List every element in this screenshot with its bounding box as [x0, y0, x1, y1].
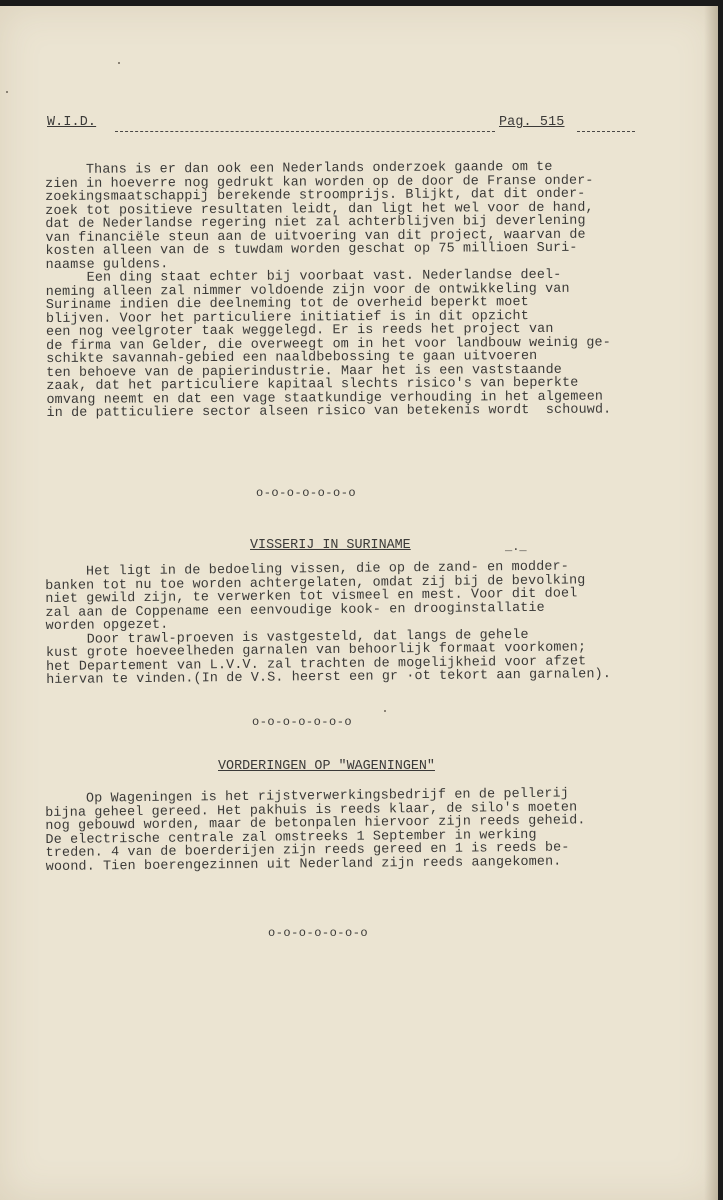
- header-dash-line-left: [115, 131, 495, 132]
- section-separator-2: o-o-o-o-o-o-o: [252, 715, 353, 729]
- header-dash-line-right: [577, 131, 635, 132]
- section-separator-3: o-o-o-o-o-o-o: [268, 926, 369, 940]
- paragraph-wageningen: Op Wageningen is het rijstverwerkingsbedrijf en de pellerij bijna geheel gereed. Het pakhuis is reeds klaar, de silo's moeten nog gebouwd worden, maar de betonpalen hiervoor zijn reeds geheid. De electrische centrale zal omstreeks 1 September in werking treden. 4 van de boerderijen zijn reeds gereed en 1 is reeds be- woond. Tien boerengezinnen uit Nederland zijn reeds aangekomen.: [44, 786, 586, 875]
- document-page: [0, 6, 718, 1200]
- heading-visserij: VISSERIJ IN SURINAME: [250, 538, 411, 553]
- heading-wageningen: VORDERINGEN OP "WAGENINGEN": [218, 759, 435, 774]
- header-left: W.I.D.: [47, 115, 97, 130]
- page-edge-shadow: [704, 6, 718, 1200]
- paper-speck: [384, 710, 386, 712]
- heading-mark: _._: [505, 540, 527, 554]
- paragraph-suriname-development: Thans is er dan ook een Nederlands onderzoek gaande om te zien in hoeverre nog gedrukt kan worden op de door de Franse onder- zoekingsmaatschappij berekende stroomprijs. Blijkt, dat dit onder- zoek tot positieve resultaten leidt, dan ligt het wel voor de hand, dat de Nederlandse regering niet zal achterblijven bij deverlening van financiële steun aan de uitvoering van dit project, waarvan de kosten alleen van de s tuwdam worden geschat op 75 millioen Suri- naamse guldens. Een ding staat echter bij voorbaat vast. Nederlandse deel- neming alleen zal nimmer voldoende zijn voor de ontwikkeling van Suriname indien die deelneming tot de overheid beperkt moet blijven. Voor het particuliere initiatief is in dit opzicht een nog veelgroter taak weggelegd. Er is reeds het project van de firma van Gelder, die overweegt om in het voor landbouw weinig ge- schikte savannah-gebied een naaldbebossing te gaan uitvoeren ten behoeve van de papierindustrie. Maar het is een vaststaande zaak, dat het particuliere kapitaal slechts risico's van beperkte omvang neemt en dat een vage staatkundige verhouding in het algemeen in de patticuliere sector alseen risico van betekenis wordt schouwd.: [44, 159, 612, 421]
- paper-speck: [6, 91, 8, 93]
- paragraph-visserij: Het ligt in de bedoeling vissen, die op de zand- en modder- banken tot nu toe worden achtergelaten, omdat zij bij de bevolking niet gewild zijn, te verwerken tot vismeel en mest. Voor dit doel zal aan de Coppename een eenvoudige kook- en drooginstallatie worden opgezet. Door trawl-proeven is vastgesteld, dat langs de gehele kust grote hoeveelheden garnalen van behoorlijk formaat voorkomen; het Departement van L.V.V. zal trachten de mogelijkheid voor afzet hiervan te vinden.(In de V.S. heerst een gr ·ot tekort aan garnalen).: [44, 559, 612, 688]
- header-page-number: Pag. 515: [499, 115, 565, 130]
- paper-speck: [118, 62, 120, 64]
- page-header: [47, 116, 637, 136]
- section-separator-1: o-o-o-o-o-o-o: [256, 486, 357, 500]
